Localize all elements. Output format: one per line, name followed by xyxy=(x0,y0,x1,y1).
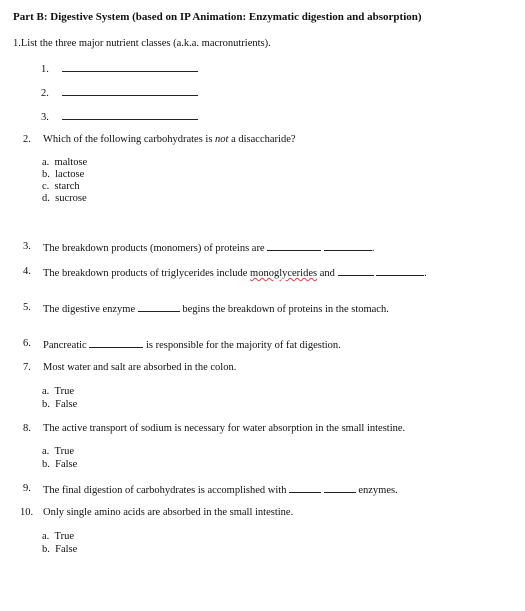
q10-number: 10. xyxy=(20,507,34,518)
answer-blank[interactable] xyxy=(324,242,372,251)
q4-prompt: The breakdown products of triglycerides include monoglycerides and . xyxy=(43,268,427,279)
q10-option-a[interactable]: a. True xyxy=(42,531,74,542)
q1-item-3 xyxy=(41,111,198,124)
q7-number: 7. xyxy=(23,362,31,373)
answer-blank[interactable] xyxy=(62,87,198,96)
q8-option-b[interactable]: b. False xyxy=(42,459,78,470)
q3-prompt: The breakdown products (monomers) of proteins are . xyxy=(43,243,375,254)
q3-number: 3. xyxy=(23,241,31,252)
q7-prompt: Most water and salt are absorbed in the colon. xyxy=(43,362,237,373)
q7-option-b[interactable]: b. False xyxy=(42,399,78,410)
q10-prompt: Only single amino acids are absorbed in the small intestine. xyxy=(43,507,294,518)
q2-number: 2. xyxy=(23,134,31,145)
q1-item-1 xyxy=(41,63,198,76)
q10-option-b[interactable]: b. False xyxy=(42,544,78,555)
q2-prompt: Which of the following carbohydrates is not a disaccharide? xyxy=(43,134,296,145)
q1-prompt: 1.List the three major nutrient classes (a.k.a. macronutrients). xyxy=(13,38,271,49)
answer-blank[interactable] xyxy=(267,242,321,251)
q9-number: 9. xyxy=(23,483,31,494)
q6-prompt: Pancreatic is responsible for the majority of fat digestion. xyxy=(43,340,341,351)
answer-blank[interactable] xyxy=(62,111,198,120)
q6-number: 6. xyxy=(23,338,31,349)
q8-prompt: The active transport of sodium is necessary for water absorption in the small intestine. xyxy=(43,423,406,434)
page-title: Part B: Digestive System (based on IP Animation: Enzymatic digestion and absorption) xyxy=(13,11,422,23)
q4-number: 4. xyxy=(23,266,31,277)
answer-blank[interactable] xyxy=(376,267,424,276)
q7-option-a[interactable]: a. True xyxy=(42,386,74,397)
q2-option-c[interactable]: c. starch xyxy=(42,181,80,192)
q9-prompt: The final digestion of carbohydrates is accomplished with enzymes. xyxy=(43,485,398,496)
q2-option-d[interactable]: d. sucrose xyxy=(42,193,87,204)
q1-item-number: 3. xyxy=(41,112,49,123)
q5-number: 5. xyxy=(23,302,31,313)
q1-item-2 xyxy=(41,87,198,100)
q8-option-a[interactable]: a. True xyxy=(42,446,74,457)
q2-option-a[interactable]: a. maltose xyxy=(42,157,88,168)
answer-blank[interactable] xyxy=(289,484,321,493)
q8-number: 8. xyxy=(23,423,31,434)
answer-blank[interactable] xyxy=(338,267,374,276)
q1-item-number: 1. xyxy=(41,64,49,75)
q5-prompt: The digestive enzyme begins the breakdown of proteins in the stomach. xyxy=(43,304,389,315)
answer-blank[interactable] xyxy=(62,63,198,72)
answer-blank[interactable] xyxy=(89,339,143,348)
answer-blank[interactable] xyxy=(138,303,180,312)
answer-blank[interactable] xyxy=(324,484,356,493)
q2-option-b[interactable]: b. lactose xyxy=(42,169,85,180)
q1-item-number: 2. xyxy=(41,88,49,99)
